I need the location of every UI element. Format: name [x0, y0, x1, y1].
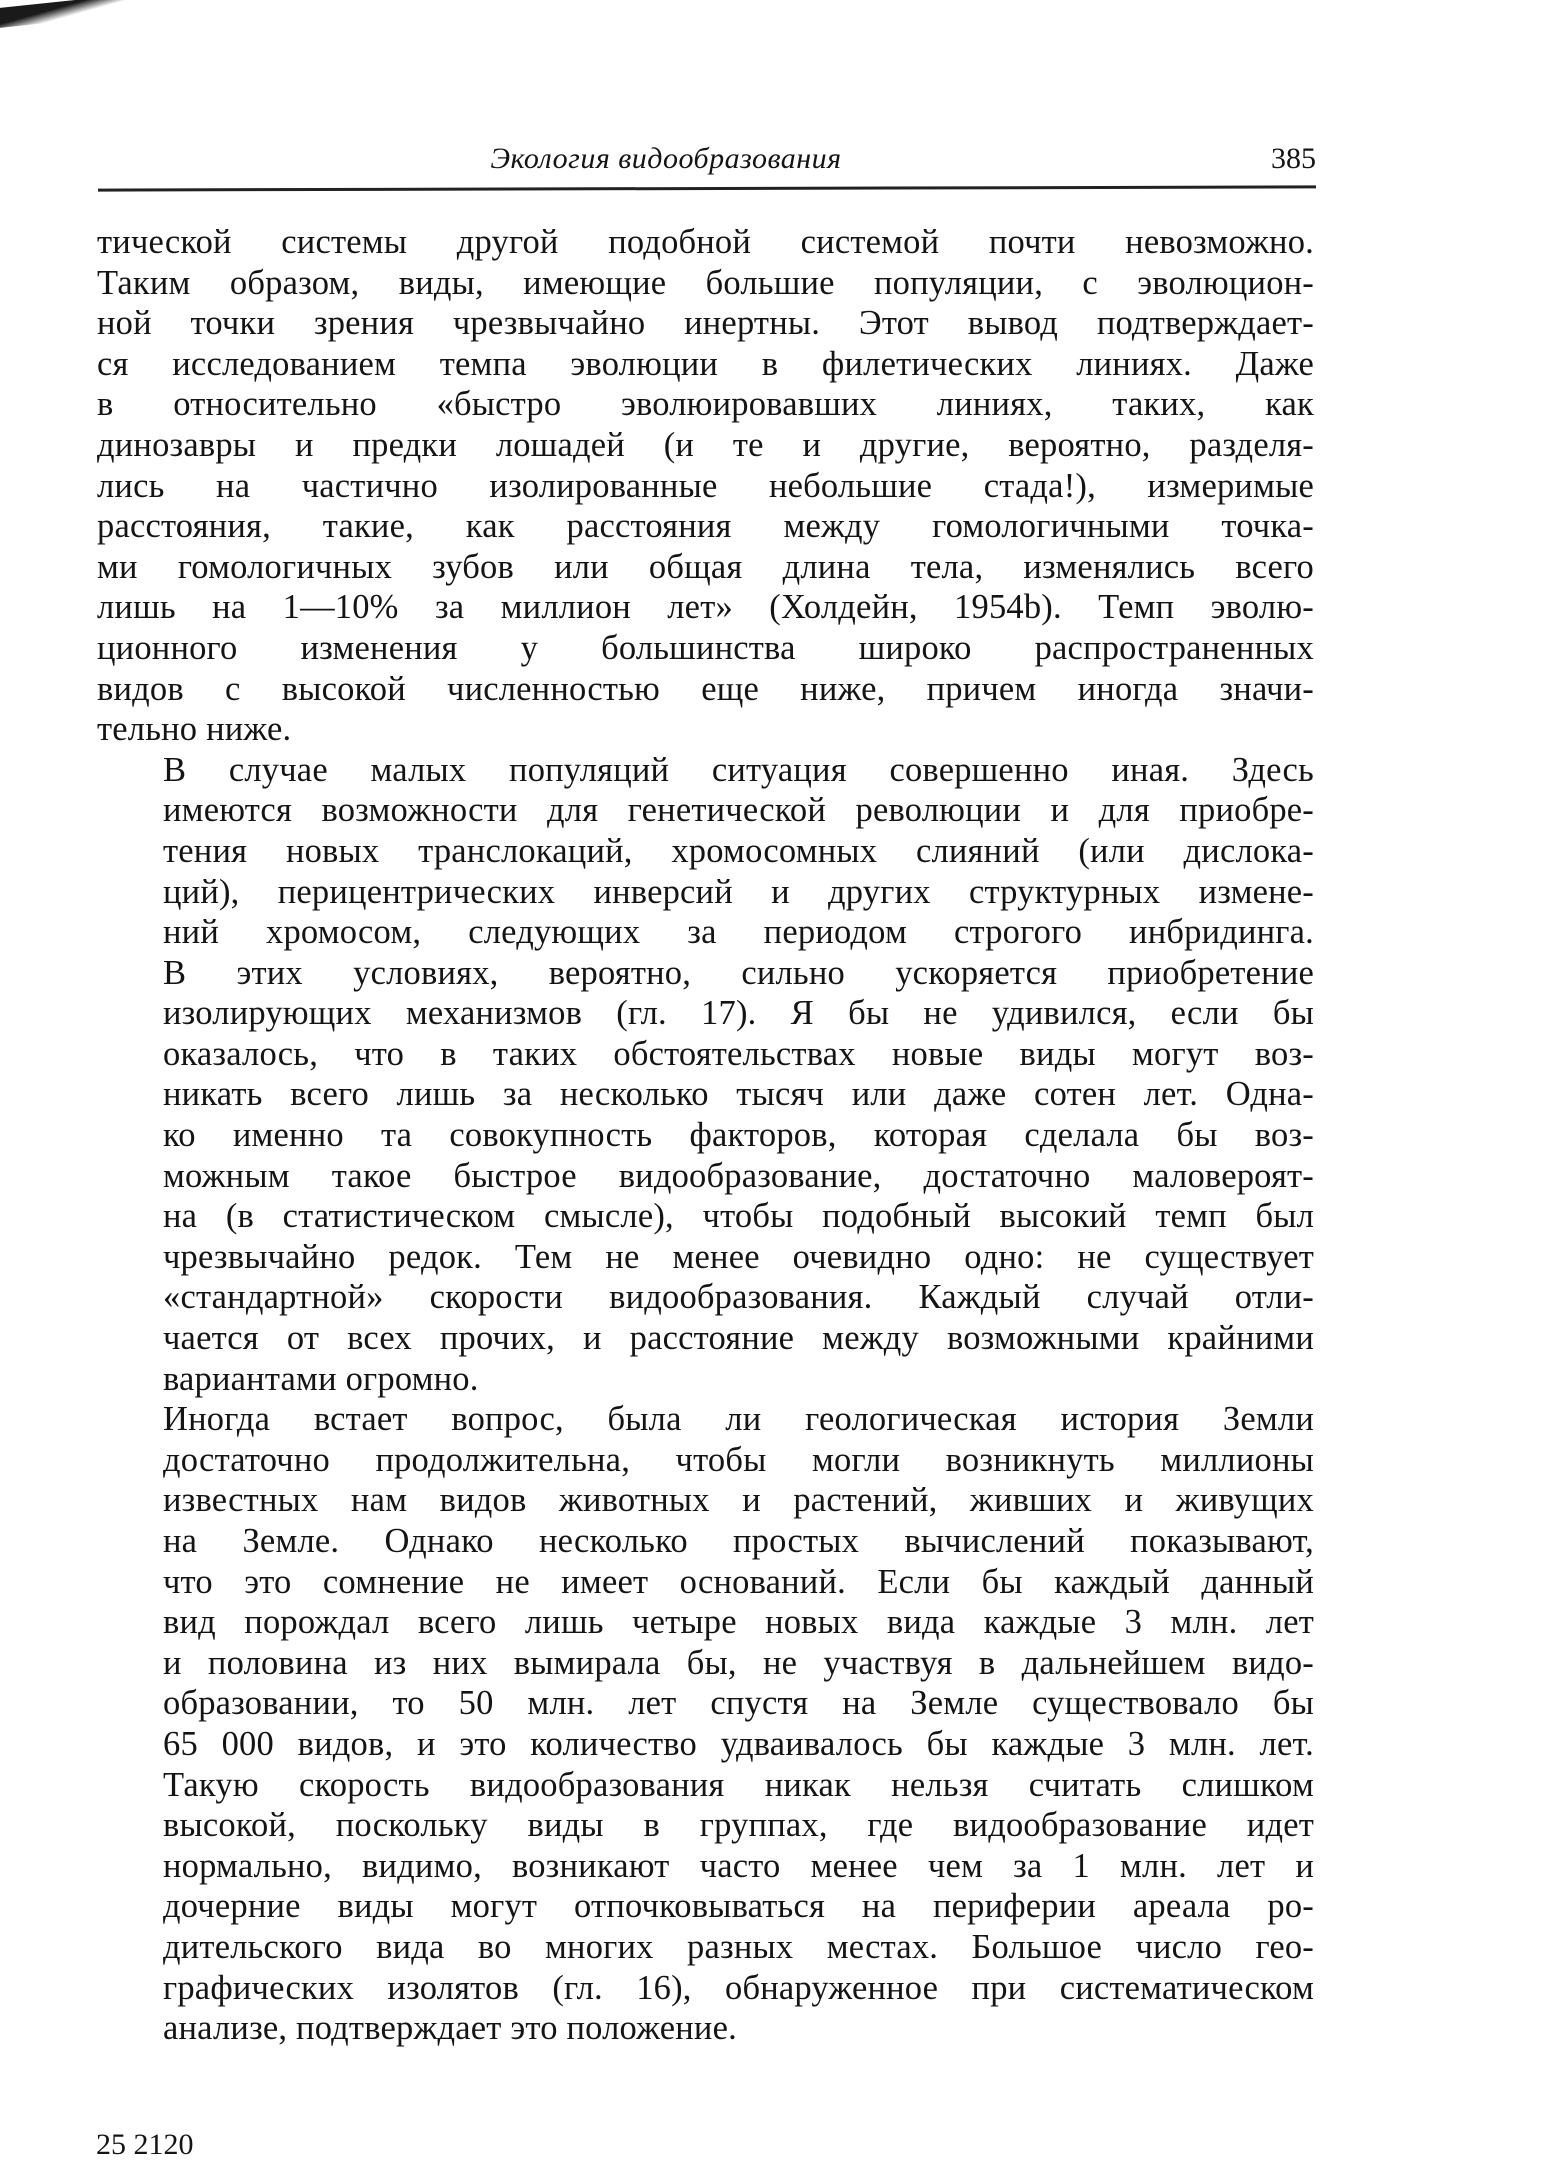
text-line: в относительно «быстро эволюировавших линиях, таких, как — [97, 385, 1314, 424]
body-text — [97, 222, 1314, 2049]
text-line: видов с высокой численностью еще ниже, причем иногда значи- — [97, 669, 1314, 708]
text-line: чрезвычайно редок. Тем не менее очевидно одно: не существует — [163, 1237, 1314, 1276]
text-line: на (в статистическом смысле), чтобы подобный высокий темп был — [163, 1197, 1314, 1236]
text-line: графических изолятов (гл. 16), обнаруженное при систематическом — [163, 1968, 1314, 2007]
text-line: дочерние виды могут отпочковываться на периферии ареала ро- — [163, 1887, 1314, 1926]
text-line: ми гомологичных зубов или общая длина тела, изменялись всего — [97, 547, 1314, 586]
page-header — [96, 138, 1316, 190]
text-line: ся исследованием темпа эволюции в филетических линиях. Даже — [97, 344, 1314, 383]
page-number: 385 — [1271, 142, 1316, 175]
text-line: дительского вида во многих разных местах. Большое число гео- — [163, 1927, 1314, 1966]
running-title: Экология видообразования — [490, 142, 842, 175]
text-line: вариантами огромно. — [163, 1359, 479, 1398]
text-line: изолирующих механизмов (гл. 17). Я бы не удивился, если бы — [163, 994, 1314, 1033]
text-line: анализе, подтверждает это положение. — [163, 2009, 737, 2048]
text-line: тельно ниже. — [97, 710, 292, 749]
text-line: Такую скорость видообразования никак нельзя считать слишком — [163, 1765, 1314, 1804]
scan-artifact — [0, 0, 150, 28]
text-line: и половина из них вымирала бы, не участвуя в дальнейшем видо- — [163, 1643, 1314, 1682]
text-line: ций), перицентрических инверсий и других структурных измене- — [163, 872, 1314, 911]
text-line: никать всего лишь за несколько тысяч или даже сотен лет. Одна- — [163, 1075, 1314, 1114]
text-line: ционного изменения у большинства широко распространенных — [97, 628, 1314, 667]
text-line: «стандартной» скорости видообразования. Каждый случай отли- — [163, 1278, 1314, 1317]
text-line: Таким образом, виды, имеющие большие популяции, с эволюцион- — [97, 263, 1314, 302]
text-line: ной точки зрения чрезвычайно инертны. Этот вывод подтверждает- — [97, 304, 1314, 343]
text-line: динозавры и предки лошадей (и те и другие, вероятно, разделя- — [97, 425, 1314, 464]
text-line: вид порождал всего лишь четыре новых вида каждые 3 млн. лет — [163, 1603, 1314, 1642]
paragraph — [97, 222, 1314, 750]
text-line: В случае малых популяций ситуация совершенно иная. Здесь — [163, 750, 1314, 789]
text-line: В этих условиях, вероятно, сильно ускоряется приобретение — [163, 953, 1314, 992]
text-line: достаточно продолжительна, чтобы могли возникнуть миллионы — [163, 1440, 1314, 1479]
text-line: тической системы другой подобной системой почти невозможно. — [97, 223, 1314, 261]
printer-signature: 25 2120 — [96, 2128, 194, 2161]
text-line: чается от всех прочих, и расстояние между возможными крайними — [163, 1319, 1314, 1358]
text-line: высокой, поскольку виды в группах, где видообразование идет — [163, 1806, 1314, 1845]
text-line: на Земле. Однако несколько простых вычислений показывают, — [163, 1522, 1314, 1560]
text-line: тения новых транслокаций, хромосомных слияний (или дислока- — [163, 831, 1314, 870]
text-line: Иногда встает вопрос, была ли геологическая история Земли — [163, 1400, 1314, 1439]
text-line: что это сомнение не имеет оснований. Если бы каждый данный — [163, 1562, 1314, 1601]
header-rule — [98, 185, 1316, 191]
text-line: лишь на 1—10% за миллион лет» (Холдейн, 1954b). Темп эволю- — [97, 588, 1314, 627]
text-line: ко именно та совокупность факторов, которая сделала бы воз- — [163, 1116, 1314, 1155]
text-line: можным такое быстрое видообразование, достаточно маловероят- — [163, 1156, 1314, 1195]
text-line: образовании, то 50 млн. лет спустя на Земле существовало бы — [163, 1684, 1314, 1723]
text-line: ний хромосом, следующих за периодом строгого инбридинга. — [163, 913, 1314, 952]
paragraph — [97, 1399, 1314, 2049]
text-line: нормально, видимо, возникают часто менее чем за 1 млн. лет и — [163, 1846, 1314, 1885]
text-line: 65 000 видов, и это количество удваивалось бы каждые 3 млн. лет. — [163, 1724, 1314, 1763]
text-line: известных нам видов животных и растений, живших и живущих — [163, 1481, 1314, 1520]
text-line: оказалось, что в таких обстоятельствах новые виды могут воз- — [163, 1034, 1314, 1073]
text-line: расстояния, такие, как расстояния между гомологичными точка- — [97, 507, 1314, 546]
paragraph — [97, 750, 1314, 1400]
text-line: лись на частично изолированные небольшие стада!), измеримые — [97, 466, 1314, 505]
text-line: имеются возможности для генетической революции и для приобре- — [163, 791, 1314, 830]
